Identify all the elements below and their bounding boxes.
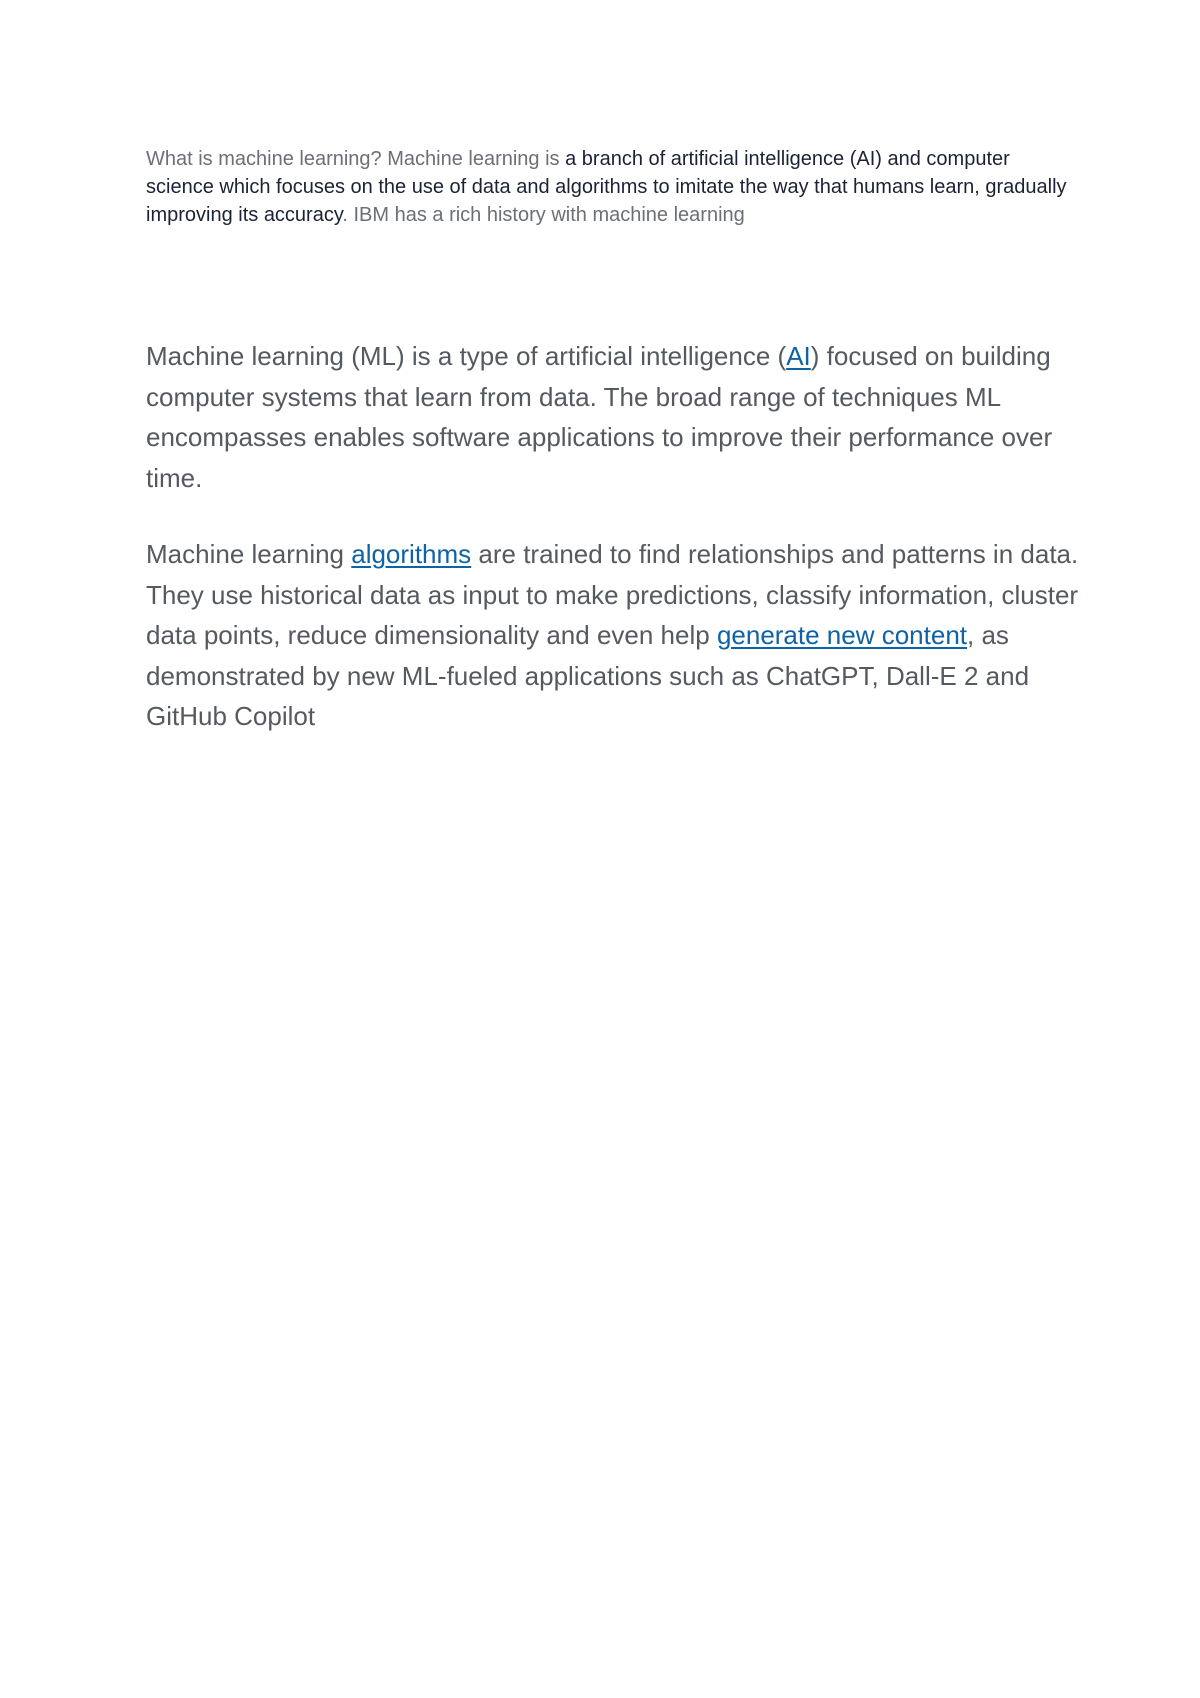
- snippet-highlight-text: a branch of artificial intelligence (AI) and computer science which focuses on the use of data and algorithms to imitate the way that humans learn, gradually improving its accuracy: [146, 148, 1067, 226]
- paragraph2-text-middle: are trained to find relationships and patterns in data. They use historical data as input to make predictions, classify information, cluster data points, reduce dimensionality and even help: [146, 539, 1079, 650]
- search-snippet: [146, 145, 1076, 229]
- paragraph-ml-definition: [146, 336, 1086, 498]
- paragraph2-text-start: Machine learning: [146, 539, 352, 569]
- snippet-lead-text: What is machine learning? Machine learning is: [146, 148, 566, 170]
- paragraph1-text-start: Machine learning (ML) is a type of artificial intelligence (: [146, 341, 787, 371]
- paragraph1-text-end: ) focused on building computer systems that learn from data. The broad range of techniques ML encompasses enables software applications to improve their performance over time.: [146, 341, 1053, 493]
- algorithms-link[interactable]: algorithms: [351, 539, 472, 569]
- ai-link[interactable]: AI: [786, 341, 811, 371]
- paragraph-ml-algorithms: [146, 534, 1086, 737]
- generate-new-content-link[interactable]: generate new content: [716, 620, 968, 650]
- paragraph2-text-end: , as demonstrated by new ML-fueled applications such as ChatGPT, Dall-E 2 and GitHub Copilot: [146, 620, 1030, 731]
- snippet-tail-text: . IBM has a rich history with machine learning: [342, 204, 745, 226]
